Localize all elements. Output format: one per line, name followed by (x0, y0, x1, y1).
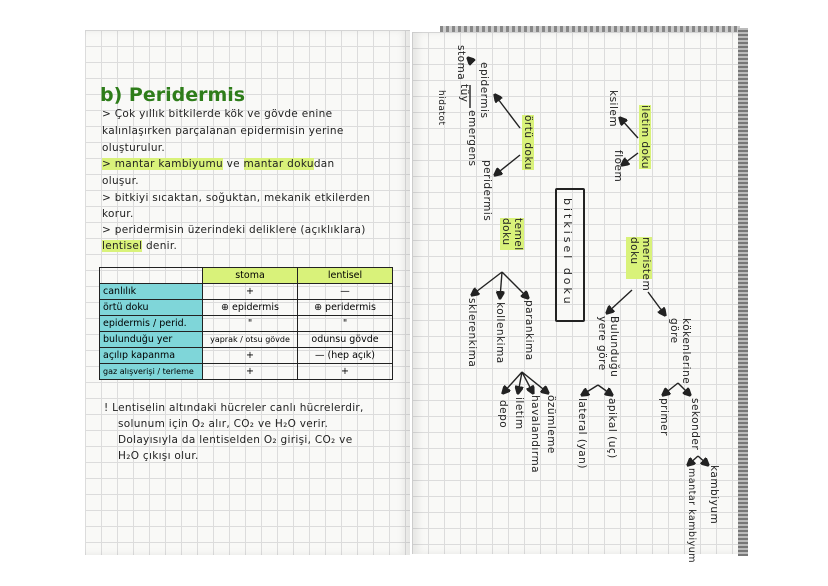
header-cell: lentisel (298, 268, 393, 284)
map-label: parankima (523, 300, 535, 361)
map-label: mantar kambiyum (686, 468, 697, 564)
map-label: floem (612, 150, 624, 183)
map-label-temel-doku: temel doku (500, 218, 524, 251)
map-label: kökenlerine göre (668, 318, 692, 385)
cell: — (298, 284, 393, 300)
map-label: primer (658, 398, 670, 436)
row-header: gaz alışverişi / terleme (100, 364, 203, 380)
map-label: havalandırma (529, 395, 541, 474)
map-label: tüy (458, 84, 470, 103)
text: dan (313, 158, 335, 170)
cell: + (298, 364, 393, 380)
map-label: kollenkima (494, 302, 506, 364)
map-label-ortu-doku: örtü doku (522, 115, 534, 170)
text-line: korur. (102, 208, 134, 220)
cell: + (203, 284, 298, 300)
highlight: lentisel (102, 240, 143, 252)
map-label-meristem-doku: meristem doku (628, 237, 652, 292)
note-line: Dolayısıyla da lentiselden O₂ girişi, CO₂ ve (118, 434, 353, 446)
map-label: peridermis (481, 160, 493, 222)
cell: + (203, 348, 298, 364)
cell: ⊕ peridermis (298, 300, 393, 316)
cell: yaprak / otsu gövde (203, 332, 298, 348)
map-label: depo (497, 400, 509, 429)
cell: ⊕ epidermis (203, 300, 298, 316)
highlight: mantar doku (243, 158, 314, 170)
row-header: örtü doku (100, 300, 203, 316)
cell: " (298, 316, 393, 332)
map-label: iletim (513, 397, 525, 430)
text-line: oluşturulur. (102, 142, 166, 154)
section-title: b) Peridermis (100, 84, 246, 106)
cell: — (hep açık) (298, 348, 393, 364)
map-label: stoma (455, 45, 467, 81)
cell: " (203, 316, 298, 332)
text: denir. (142, 240, 178, 252)
map-label: sklerenkima (466, 298, 478, 368)
cell: odunsu gövde (298, 332, 393, 348)
map-label: Bulunduğu yere göre (596, 316, 620, 378)
note-line: solunum için O₂ alır, CO₂ ve H₂O verir. (118, 418, 329, 430)
row-header: canlılık (100, 284, 203, 300)
row-header: bulunduğu yer (100, 332, 203, 348)
text: ve (222, 158, 244, 170)
map-label: kambiyum (708, 465, 720, 525)
row-header: açılıp kapanma (100, 348, 203, 364)
map-label-iletim-doku: iletim doku (639, 105, 651, 169)
text-line: kalınlaşırken parçalanan epidermisin yerine (102, 125, 344, 137)
map-label: lateral (yan) (576, 398, 588, 469)
text-line: oluşur. (102, 175, 139, 187)
text-line: > peridermisin üzerindeki deliklere (açıklıklara) (102, 224, 366, 236)
text-line: > Çok yıllık bitkilerde kök ve gövde enine (102, 108, 333, 120)
map-label: sekonder (689, 398, 701, 451)
center-label: bitkisel doku (561, 198, 574, 307)
map-label: ksilem (607, 90, 619, 128)
header-cell: stoma (203, 268, 298, 284)
map-label: epidermis (478, 62, 490, 119)
highlight: > mantar kambiyumu (102, 158, 223, 170)
note-line: ! Lentiselin altındaki hücreler canlı hücrelerdir, (104, 402, 364, 414)
map-label: hidatot (436, 90, 446, 126)
note-line: H₂O çıkışı olur. (118, 450, 199, 462)
map-label: emergens (466, 110, 478, 167)
text-line: > bitkiyi sıcaktan, soğuktan, mekanik etkilerden (102, 192, 371, 204)
row-header: epidermis / perid. (100, 316, 203, 332)
map-label: apikal (uç) (606, 398, 618, 459)
map-label: özümleme (545, 395, 557, 454)
cell: + (203, 364, 298, 380)
